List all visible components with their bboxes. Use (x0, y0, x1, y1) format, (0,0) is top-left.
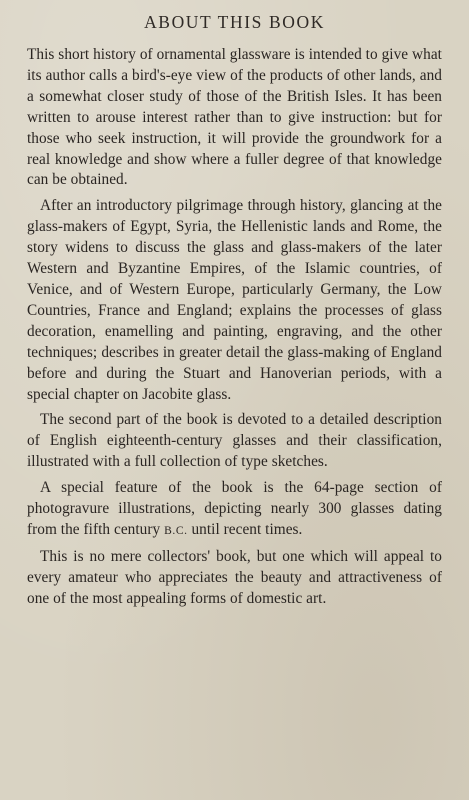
paragraph-second-part: The second part of the book is devoted to a detailed description of English eighteenth-century glasses and their classification, illustrated with a full collection of type sketches. (27, 411, 442, 471)
page-title: ABOUT THIS BOOK (144, 12, 325, 32)
special-feature-text: A special feature of the book is the 64-page section of photogravure illustrations, depicting nearly 300 glasses dating from the fifth century (27, 479, 442, 538)
special-feature-tail: until recent times. (191, 520, 303, 538)
paragraph-closing: This is no mere collectors' book, but one which will appeal to every amateur who appreciates the beauty and attractiveness of one of the most appealing forms of domestic art. (27, 547, 442, 607)
paragraph-special-feature (27, 478, 442, 542)
paragraph-history: After an introductory pilgrimage through history, glancing at the glass-makers of Egypt, Syria, the Hellenistic lands and Rome, the story widens to discuss the glass and glass-makers of the later Western and Byzantine Empires, of the Islamic countries, of Venice, and of Western Europe, particularly Germany, the Low Countries, France and England; explains the processes of glass decoration, enamelling and painting, engraving, and the other techniques; describes in greater detail the glass-making of England before and during the Stuart and Hanoverian periods, with a special chapter on Jacobite glass. (27, 197, 442, 403)
paragraph-intro: This short history of ornamental glassware is intended to give what its author calls a bird's-eye view of the products of other lands, and a somewhat closer study of those of the British Isles. It has been written to arouse interest rather than to give instruction: but for those who seek instruction, it will provide the groundwork for a real knowledge and show where a fuller degree of that knowledge can be obtained. (27, 46, 442, 189)
era-abbreviation: B.C. (164, 524, 188, 537)
